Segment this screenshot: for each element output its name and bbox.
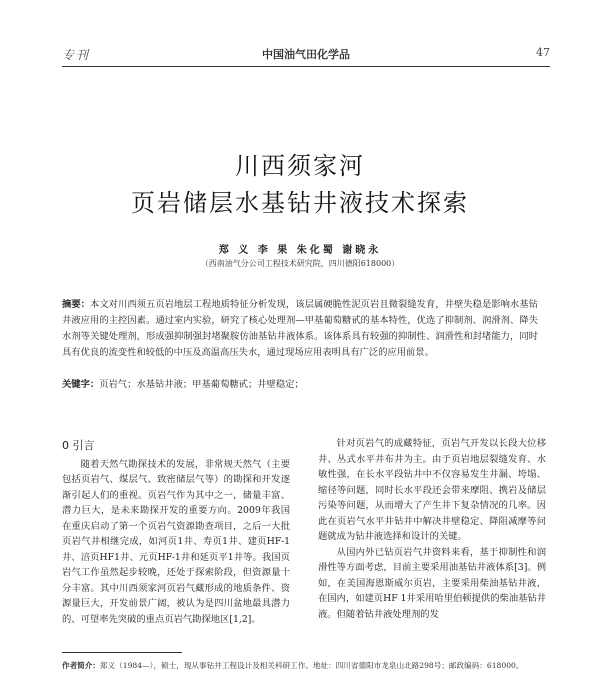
footnote-label: 作者简介：: [62, 661, 100, 670]
paragraph: 从国内外已钻页岩气井资料来看，基于抑制性和润滑性等方面考虑，目前主要采用油基钻井液体系[3]。例如，在美国海恩斯威尔页岩，主要采用柴油基钻井液，在国内，如建页HF 1井采用哈里伯顿提供的柴油基钻井液。但随着钻井液处理剂的发: [318, 546, 546, 620]
title-line-2: 页岩储层水基钻井液技术探索: [131, 189, 469, 217]
keywords-text: 页岩气；水基钻井液；甲基葡萄糖甙；井壁稳定；: [99, 379, 304, 390]
right-column: [318, 436, 546, 622]
journal-name: 中国油气田化学品: [262, 48, 350, 61]
page-header: [62, 46, 550, 64]
keywords: [62, 377, 538, 393]
header-divider: [62, 66, 550, 67]
footnote-divider: [62, 652, 182, 653]
keywords-label: 关键字：: [62, 379, 100, 390]
affiliation: （西南油气分公司工程技术研究院，四川德阳618000）: [200, 259, 400, 268]
page-number: 47: [536, 46, 550, 59]
journal-section: 专刊: [62, 48, 91, 62]
left-column: [62, 438, 290, 627]
author-list: 郑 义 李 果 朱化蜀 谢晓永: [218, 245, 382, 256]
author-footnote: [62, 659, 542, 673]
section-heading-intro: 0 引言: [62, 439, 95, 452]
title-line-1: 川西须家河: [235, 152, 365, 180]
footnote-text: 郑义（1984—），硕士，现从事钻井工程设计及相关科研工作。地址：四川省德阳市龙泉山北路298号；邮政编码：618000。: [99, 661, 524, 670]
paragraph: 针对页岩气的成藏特征，页岩气开发以长段大位移井、丛式水平井布井为主。由于页岩地层裂缝发育、水敏性强，在长水平段钻井中不仅容易发生井漏、垮塌、缩径等问题，同时长水平段还会带来摩阻、携岩及储层污染等问题，从而增大了产生井下复杂情况的几率。因此在页岩气水平井钻井中解决井壁稳定、降阻减摩等问题就成为钻井液选择和设计的关键。: [318, 438, 546, 542]
abstract-label: 摘要：: [62, 299, 91, 310]
abstract: [62, 297, 538, 361]
abstract-text: 本文对川西须五页岩地层工程地质特征分析发现，该层属硬脆性泥页岩且微裂缝发育，井壁失稳是影响水基钻井液应用的主控因素。通过室内实验，研究了核心处理剂—甲基葡萄糖甙的基本特性，优选了抑制剂、润滑剂、降失水剂等关键处理剂，形成强抑制强封堵聚胺仿油基钻井液体系。该体系具有较强的抑制性、润滑性和封堵能力，同时具有优良的流变性和较低的中压及高温高压失水，通过现场应用表明具有广泛的应用前景。: [62, 299, 538, 358]
paragraph: 随着天然气勘探技术的发展，非常规天然气（主要包括页岩气、煤层气、致密储层气等）的勘探和开发逐渐引起人们的重视。页岩气作为其中之一，储量丰富、潜力巨大，是未来勘探开发的重要方向。2009年我国在重庆启动了第一个页岩气资源勘查项目，之后一大批页岩气井相继完成，如河页1井、寿页1井、建页HF-1井、涪页HF1井、元页HF-1井和延页平1井等。我国页岩气工作虽然起步较晚，还处于探索阶段，但资源量十分丰富。其中川西须家河页岩气藏形成的地质条件、资源量巨大，开发前景广阔，被认为是四川盆地最具潜力的、可望率先突破的重点页岩气勘探地区[1,2]。: [62, 458, 290, 625]
